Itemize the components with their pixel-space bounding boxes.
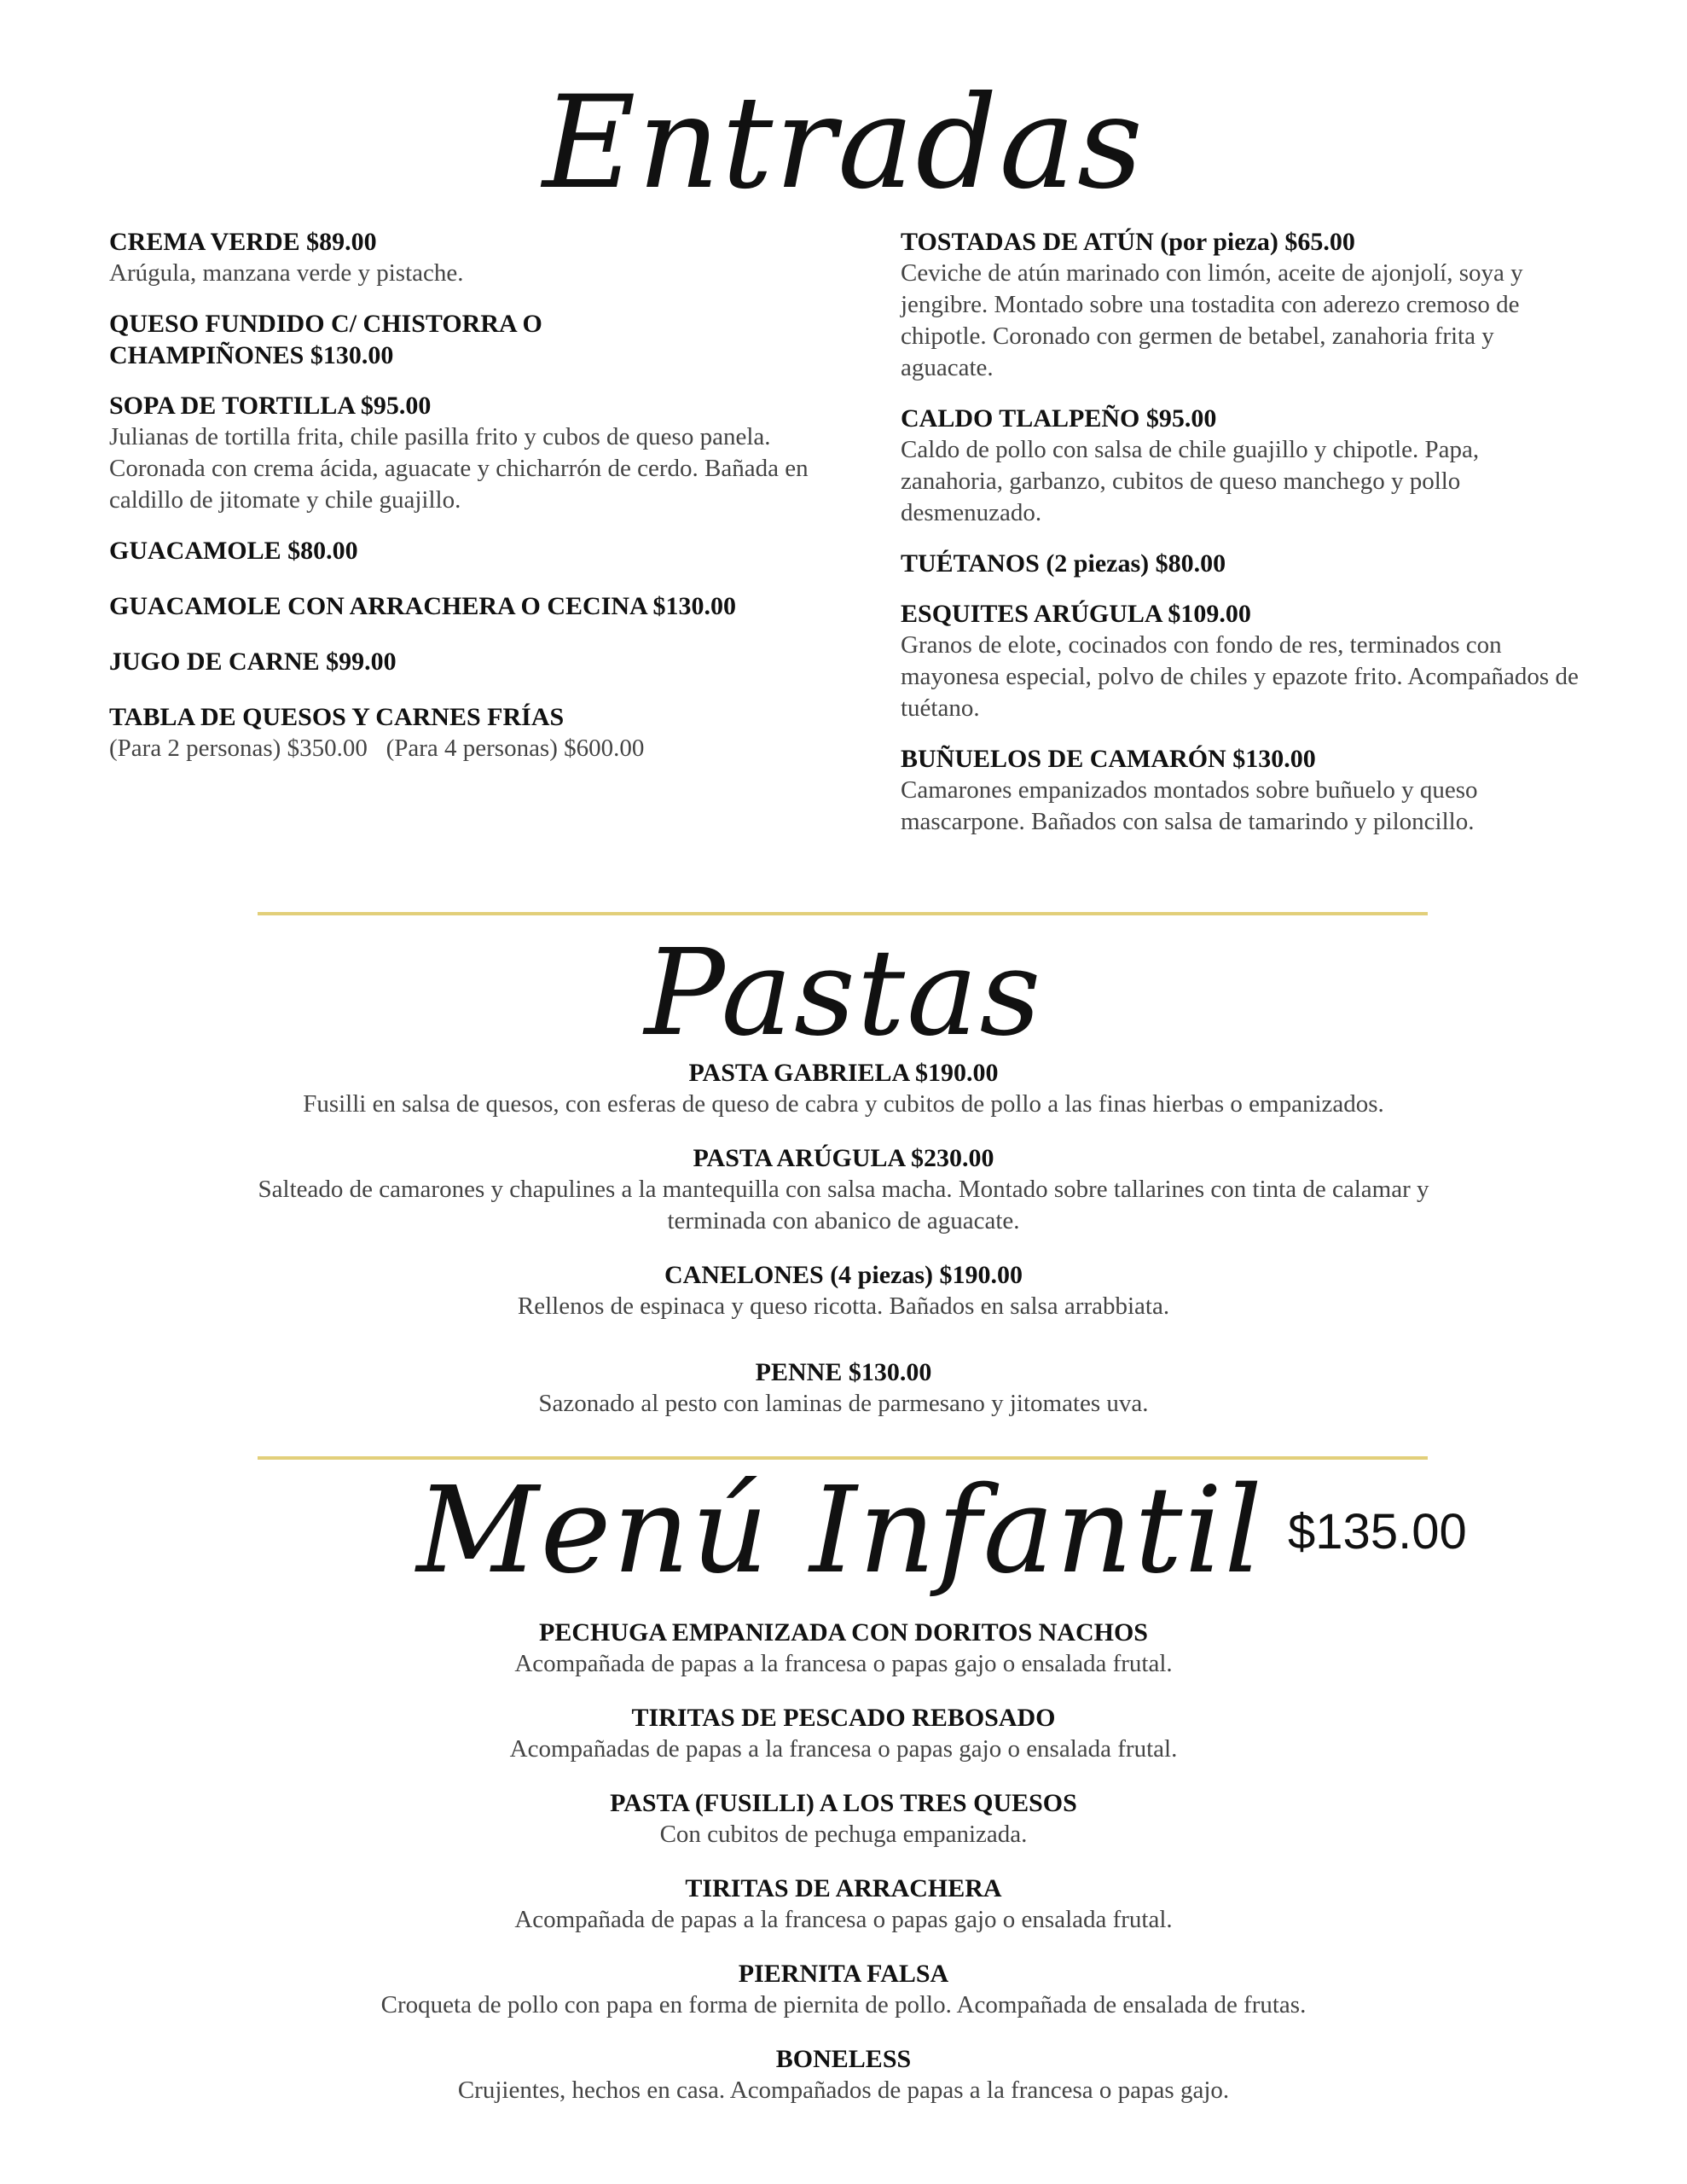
menu-item	[0, 1617, 1687, 1680]
item-name: PECHUGA EMPANIZADA CON DORITOS NACHOS	[539, 1618, 1148, 1647]
item-name: JUGO DE CARNE $99.00	[109, 648, 397, 676]
menu-item	[0, 1702, 1687, 1765]
menu-item	[109, 390, 817, 516]
item-name: TOSTADAS DE ATÚN (por pieza) $65.00	[901, 228, 1355, 256]
menu-item	[901, 403, 1583, 529]
menu-item	[109, 308, 817, 371]
item-description: Ceviche de atún marinado con limón, aceite de ajonjolí, soya y jengibre. Montado sobre una tostadita con aderezo cremoso de chipotle. Coronado con germen de betabel, zanahoria frita y aguacate.	[901, 259, 1523, 381]
menu-item	[901, 548, 1583, 579]
menu-item	[109, 590, 817, 622]
item-name: SOPA DE TORTILLA $95.00	[109, 392, 432, 420]
item-name: PASTA (FUSILLI) A LOS TRES QUESOS	[610, 1789, 1077, 1817]
menu-item	[901, 226, 1583, 384]
entradas-left-column	[109, 226, 817, 783]
item-name: PENNE $130.00	[755, 1358, 932, 1386]
item-name: GUACAMOLE $80.00	[109, 537, 358, 565]
item-name: TUÉTANOS (2 piezas) $80.00	[901, 549, 1226, 578]
infantil-title: Menú Infantil	[416, 1461, 1265, 1600]
item-name: CANELONES (4 piezas) $190.00	[664, 1261, 1023, 1289]
menu-item	[109, 701, 817, 764]
item-description: Salteado de camarones y chapulines a la mantequilla con salsa macha. Montado sobre tallarines con tinta de calamar y terminada con abanico de aguacate.	[258, 1176, 1429, 1234]
menu-item	[0, 1142, 1687, 1237]
item-name: CALDO TLALPEÑO $95.00	[901, 404, 1217, 433]
item-name: PASTA ARÚGULA $230.00	[693, 1144, 994, 1172]
menu-item	[0, 1259, 1687, 1322]
item-description: Rellenos de espinaca y queso ricotta. Bañados en salsa arrabbiata.	[517, 1292, 1170, 1320]
item-description: Acompañadas de papas a la francesa o papas gajo o ensalada frutal.	[509, 1735, 1178, 1763]
item-name: PASTA GABRIELA $190.00	[688, 1059, 999, 1087]
item-description: Crujientes, hechos en casa. Acompañados de papas a la francesa o papas gajo.	[457, 2077, 1230, 2104]
menu-item	[901, 598, 1583, 724]
menu-item	[109, 226, 817, 289]
section-divider	[258, 912, 1428, 915]
menu-item	[0, 1356, 1687, 1420]
menu-item	[0, 2043, 1687, 2106]
section-divider	[258, 1456, 1428, 1460]
item-name: QUESO FUNDIDO C/ CHISTORRA O CHAMPIÑONES $130.00	[109, 310, 542, 369]
item-name: BONELESS	[775, 2045, 912, 2073]
menu-item	[109, 535, 817, 566]
item-name: CREMA VERDE $89.00	[109, 228, 377, 256]
item-description: Croqueta de pollo con papa en forma de piernita de pollo. Acompañada de ensalada de frutas.	[380, 1991, 1307, 2018]
infantil-header	[0, 1461, 1687, 1600]
pastas-list	[0, 1057, 1687, 1442]
item-name: TIRITAS DE ARRACHERA	[685, 1874, 1002, 1902]
item-name: GUACAMOLE CON ARRACHERA O CECINA $130.00	[109, 592, 737, 620]
menu-item	[0, 1873, 1687, 1936]
item-name: PIERNITA FALSA	[738, 1960, 949, 1988]
item-name: TABLA DE QUESOS Y CARNES FRÍAS	[109, 703, 565, 731]
item-description: Acompañada de papas a la francesa o papas gajo o ensalada frutal.	[514, 1650, 1173, 1677]
item-description: Granos de elote, cocinados con fondo de res, terminados con mayonesa especial, polvo de chiles y epazote frito. Acompañados de tuétano.	[901, 631, 1579, 722]
item-description: Camarones empanizados montados sobre buñuelo y queso mascarpone. Bañados con salsa de tamarindo y piloncillo.	[901, 776, 1478, 835]
item-name: ESQUITES ARÚGULA $109.00	[901, 600, 1251, 628]
item-description: (Para 2 personas) $350.00 (Para 4 personas) $600.00	[109, 735, 645, 762]
menu-item	[109, 646, 817, 677]
item-description: Acompañada de papas a la francesa o papas gajo o ensalada frutal.	[514, 1906, 1173, 1933]
item-description: Con cubitos de pechuga empanizada.	[659, 1821, 1028, 1848]
item-name: BUÑUELOS DE CAMARÓN $130.00	[901, 745, 1316, 773]
infantil-price: $135.00	[1288, 1503, 1467, 1560]
item-description: Arúgula, manzana verde y pistache.	[109, 259, 464, 287]
menu-item	[901, 743, 1583, 838]
item-name: TIRITAS DE PESCADO REBOSADO	[631, 1704, 1056, 1732]
menu-item	[0, 1057, 1687, 1120]
entradas-title: Entradas	[542, 69, 1145, 218]
infantil-list	[0, 1617, 1687, 2129]
menu-item	[0, 1787, 1687, 1850]
entradas-right-column	[901, 226, 1583, 857]
item-description: Caldo de pollo con salsa de chile guajillo y chipotle. Papa, zanahoria, garbanzo, cubitos de queso manchego y pollo desmenuzado.	[901, 436, 1480, 526]
item-description: Fusilli en salsa de quesos, con esferas de queso de cabra y cubitos de pollo a las finas hierbas o empanizados.	[303, 1090, 1384, 1118]
pastas-title: Pastas	[644, 924, 1043, 1063]
menu-item	[0, 1958, 1687, 2021]
item-description: Julianas de tortilla frita, chile pasilla frito y cubos de queso panela. Coronada con crema ácida, aguacate y chicharrón de cerdo. Bañada en caldillo de jitomate y chile guajillo.	[109, 423, 809, 514]
item-description: Sazonado al pesto con laminas de parmesano y jitomates uva.	[538, 1390, 1149, 1417]
